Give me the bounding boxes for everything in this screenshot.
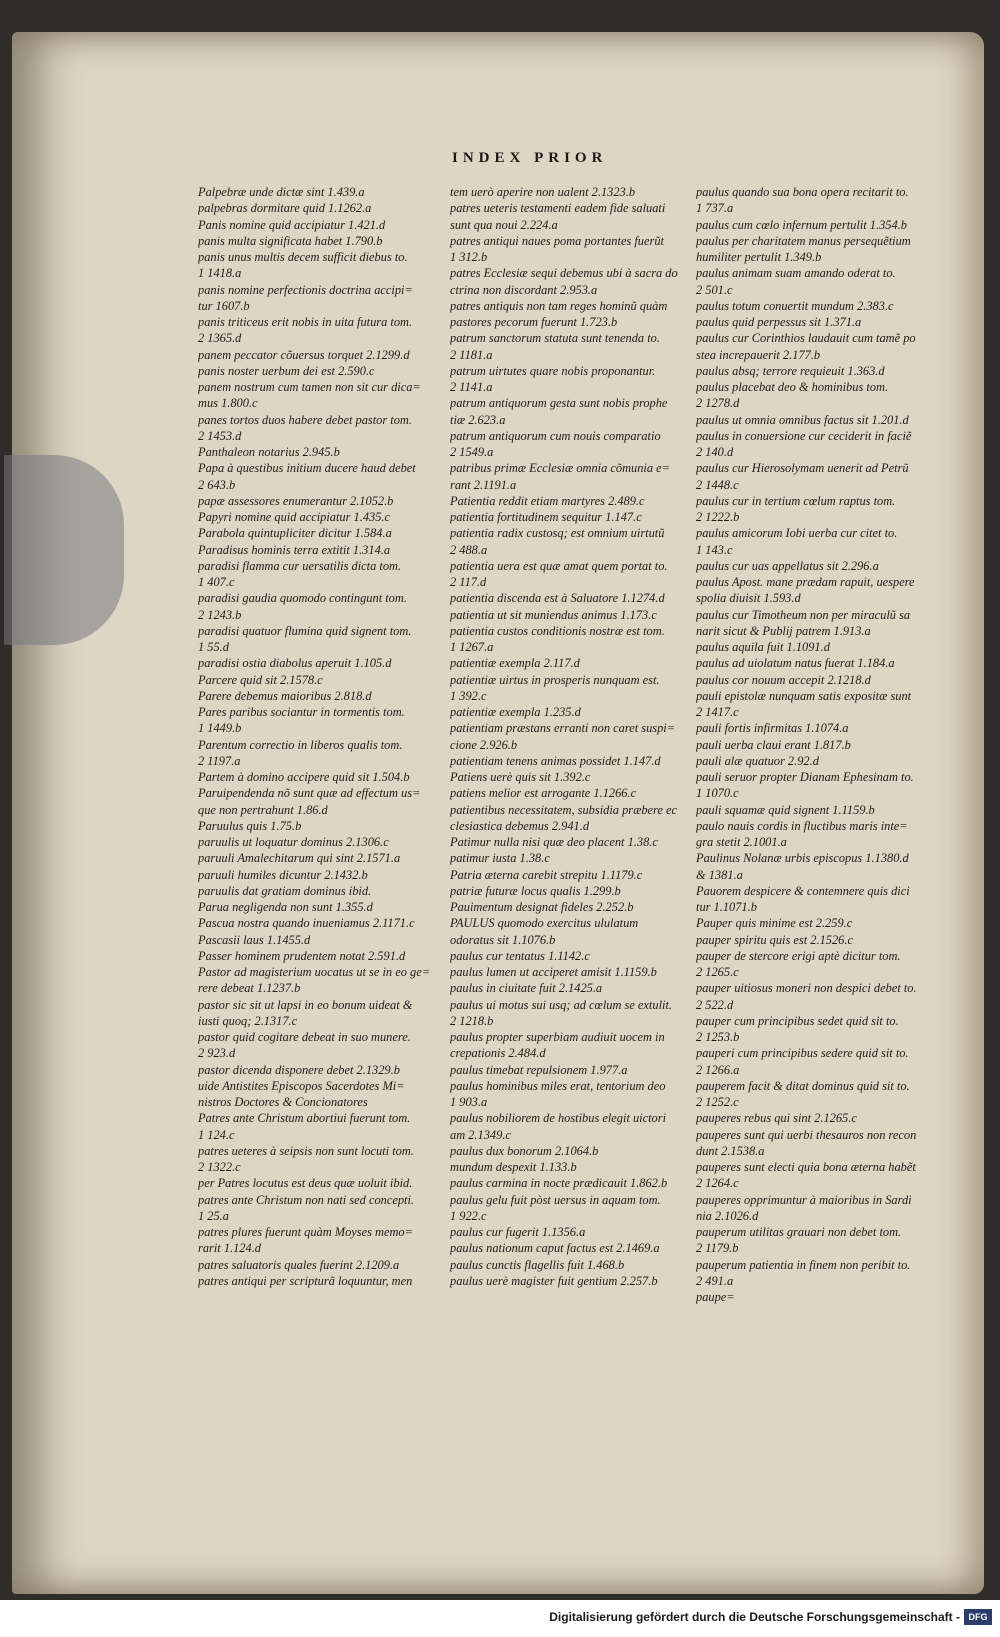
index-entry: patres ante Christum non nati sed concepti.: [198, 1192, 415, 1207]
index-entry: paulus animam suam amando oderat to.: [696, 266, 896, 281]
index-entry: 2 1549.a: [450, 445, 494, 459]
index-entry: Palpebræ unde dictæ sint 1.439.a: [198, 185, 365, 199]
page-clip: [4, 455, 124, 645]
index-entry: patribus primæ Ecclesiæ omnia cõmunia e=: [450, 461, 671, 476]
index-entry: narit sicut & Publij patrem 1.913.a: [696, 623, 871, 638]
index-entry: iusti quoq; 2.1317.c: [198, 1013, 298, 1028]
index-entry: pauli uerba claui erant 1.817.b: [696, 737, 851, 752]
index-entry: pauper spiritu quis est 2.1526.c: [696, 932, 853, 947]
index-entry: Papyri nomine quid accipiatur 1.435.c: [198, 510, 391, 524]
index-entry: stea increpauerit 2.177.b: [696, 347, 821, 362]
index-entry: paupe=: [696, 1290, 735, 1304]
index-entry: patientia custos conditionis nostræ est tom.: [450, 623, 665, 638]
index-entry: Pauorem despicere & contemnere quis dici: [696, 883, 910, 898]
index-entry: patres Ecclesiæ sequi debemus ubi à sacra do: [450, 266, 678, 281]
index-entry: patriæ futuræ locus qualis 1.299.b: [450, 883, 621, 898]
index-entry: nistros Doctores & Concionatores: [198, 1095, 368, 1109]
index-entry: 2 1278.d: [696, 396, 740, 411]
index-entry: panem peccator cõuersus torquet 2.1299.d: [198, 347, 410, 362]
index-entry: Partem à domino accipere quid sit 1.504.b: [198, 770, 410, 784]
index-entry: pauli squamæ quid signent 1.1159.b: [696, 802, 875, 817]
index-entry: patres plures fuerunt quàm Moyses memo=: [198, 1225, 413, 1239]
index-entry: paulus cur in tertium cœlum raptus tom.: [696, 493, 896, 508]
index-entry: sunt qua noui 2.224.a: [450, 217, 558, 232]
index-entry: pauperum patientia in finem non peribit to.: [696, 1257, 911, 1272]
index-entry: palpebras dormitare quid 1.1262.a: [198, 201, 372, 216]
index-entry: Pares paribus sociantur in tormentis tom.: [198, 705, 405, 719]
index-entry: rant 2.1191.a: [450, 477, 517, 492]
index-entry: pauperum utilitas grauari non debet tom.: [696, 1225, 902, 1239]
index-entry: ctrina non discordant 2.953.a: [450, 282, 598, 297]
index-entry: spolia diuisit 1.593.d: [696, 591, 801, 606]
index-entry: 1 392.c: [450, 688, 487, 703]
index-entry: que non pertrahunt 1.86.d: [198, 802, 328, 817]
index-entry: Panis nomine quid accipiatur 1.421.d: [198, 217, 386, 232]
index-entry: panis nomine perfectionis doctrina accipi=: [198, 282, 413, 297]
index-entry: paulus nobiliorem de hostibus elegit uictori: [450, 1111, 667, 1126]
index-entry: Parentum correctio in liberos qualis tom.: [198, 737, 403, 752]
index-entry: patres ueteres à seipsis non sunt locuti tom.: [198, 1143, 414, 1158]
index-entry: paruulis dat gratiam dominus ibid.: [198, 883, 372, 898]
index-entry: paradisi ostia diabolus aperuit 1.105.d: [198, 656, 392, 671]
index-column-3: [696, 184, 958, 1305]
index-entry: panis unus multis decem sufficit diebus to.: [198, 250, 408, 264]
page-header: INDEX PRIOR: [452, 150, 608, 166]
index-entry: Pascasii laus 1.1455.d: [198, 932, 311, 947]
index-entry: pauperi cum principibus sedere quid sit to.: [696, 1046, 909, 1061]
index-entry: paulus cur fugerit 1.1356.a: [450, 1225, 586, 1239]
index-entry: 2 1453.d: [198, 428, 242, 443]
index-entry: Passer hominem prudentem notat 2.591.d: [198, 948, 406, 963]
index-entry: panis multa significata habet 1.790.b: [198, 233, 383, 248]
index-entry: 2 1222.b: [696, 510, 740, 524]
index-entry: pauperem facit & ditat dominus quid sit to.: [696, 1078, 910, 1093]
index-entry: 2 488.a: [450, 542, 488, 557]
index-entry: patientia fortitudinem sequitur 1.147.c: [450, 510, 642, 524]
index-entry: panis noster uerbum dei est 2.590.c: [198, 363, 375, 378]
index-entry: & 1381.a: [696, 867, 743, 882]
index-entry: paulus propter superbiam audiuit uocem in: [450, 1030, 665, 1044]
index-entry: 1 737.a: [696, 201, 734, 216]
index-entry: 2 1141.a: [450, 380, 493, 394]
index-entry: patientiam tenens animas possidet 1.147.d: [450, 753, 661, 768]
index-entry: Papa à questibus initium ducere haud debet: [198, 461, 416, 476]
index-entry: patiens melior est arrogante 1.1266.c: [450, 786, 637, 801]
index-column-2: [450, 184, 712, 1289]
index-entry: pauper de stercore erigi aptè dicitur tom.: [696, 948, 901, 963]
index-entry: paulus lumen ut acciperet amisit 1.1159.b: [450, 965, 657, 979]
index-entry: pauperes rebus qui sint 2.1265.c: [696, 1111, 857, 1126]
index-entry: 2 522.d: [696, 997, 734, 1012]
index-entry: paruuli Amalechitarum qui sint 2.1571.a: [198, 851, 401, 866]
index-entry: Paruulus quis 1.75.b: [198, 818, 302, 833]
index-entry: panem nostrum cum tamen non sit cur dica=: [198, 380, 421, 394]
index-entry: patientia uera est quæ amat quem portat to.: [450, 558, 668, 573]
index-entry: 2 1197.a: [198, 753, 241, 768]
index-entry: 2 1218.b: [450, 1013, 494, 1028]
index-entry: paulus absq; terrore requieuit 1.363.d: [696, 363, 885, 378]
index-entry: nia 2.1026.d: [696, 1208, 759, 1223]
index-entry: paulus cunctis flagellis fuit 1.468.b: [450, 1257, 625, 1272]
index-entry: paulus per charitatem manus persequẽtium: [696, 233, 911, 248]
index-entry: per Patres locutus est deus quæ uoluit ibid.: [198, 1176, 413, 1191]
index-entry: Parabola quintupliciter dicitur 1.584.a: [198, 526, 392, 541]
index-entry: rarit 1.124.d: [198, 1241, 261, 1256]
index-entry: mus 1.800.c: [198, 396, 258, 411]
index-entry: paruuli humiles dicuntur 2.1432.b: [198, 867, 368, 882]
index-entry: paulus cur Timotheum non per miraculũ sa: [696, 607, 911, 622]
index-entry: paulus placebat deo & hominibus tom.: [696, 380, 889, 394]
index-entry: paulus cur uas appellatus sit 2.296.a: [696, 558, 879, 573]
index-entry: Parcere quid sit 2.1578.c: [198, 672, 323, 687]
index-entry: paulus cur Corinthios laudauit cum tamẽ po: [696, 331, 916, 346]
index-entry: patientiæ exempla 2.117.d: [450, 656, 580, 671]
index-entry: paulus nationum caput factus est 2.1469.a: [450, 1241, 660, 1256]
index-entry: gra stetit 2.1001.a: [696, 835, 787, 849]
index-entry: paulus cum cœlo infernum pertulit 1.354.b: [696, 217, 907, 232]
index-entry: paulus aquila fuit 1.1091.d: [696, 640, 830, 654]
index-entry: Patres ante Christum abortiui fuerunt tom.: [198, 1111, 411, 1126]
index-entry: pauli alæ quatuor 2.92.d: [696, 753, 819, 768]
index-entry: paulus quando sua bona opera recitarit to.: [696, 185, 909, 199]
index-entry: patres ueteris testamenti eadem fide saluati: [450, 201, 666, 216]
index-entry: paulus quid perpessus sit 1.371.a: [696, 315, 862, 329]
index-entry: paulus timebat repulsionem 1.977.a: [450, 1062, 628, 1077]
index-entry: paulus amicorum Iobi uerba cur citet to.: [696, 526, 898, 541]
index-entry: tiæ 2.623.a: [450, 412, 506, 427]
index-entry: patientibus necessitatem, subsidia præbere ec: [450, 802, 678, 817]
index-entry: 2 1252.c: [696, 1095, 739, 1109]
index-entry: crepationis 2.484.d: [450, 1046, 546, 1061]
footer-bar: [0, 1600, 1000, 1637]
index-entry: patrum antiquorum cum nouis comparatio: [450, 428, 661, 443]
index-entry: paulus uerè magister fuit gentium 2.257.b: [450, 1273, 658, 1288]
index-entry: paulus hominibus miles erat, tentorium deo: [450, 1078, 666, 1093]
index-entry: Pascua nostra quando inueniamus 2.1171.c: [198, 916, 415, 931]
index-entry: 2 1448.c: [696, 477, 739, 492]
index-entry: patientiæ exempla 1.235.d: [450, 705, 581, 719]
index-entry: 2 1417.c: [696, 705, 739, 719]
index-entry: am 2.1349.c: [450, 1127, 511, 1142]
index-entry: paulus totum conuertit mundum 2.383.c: [696, 298, 894, 313]
index-entry: patrum uirtutes quare nobis proponantur.: [450, 363, 656, 378]
index-entry: patientiam præstans erranti non caret suspi=: [450, 721, 676, 736]
index-entry: paruulis ut loquatur dominus 2.1306.c: [198, 835, 389, 849]
index-entry: patres saluatoris quales fuerint 2.1209.a: [198, 1257, 400, 1272]
index-entry: paulus cur tentatus 1.1142.c: [450, 948, 590, 963]
index-entry: paulus cur Hierosolymam uenerit ad Petrũ: [696, 461, 909, 476]
index-entry: 1 124.c: [198, 1127, 235, 1142]
index-entry: papæ assessores enumerantur 2.1052.b: [198, 493, 394, 508]
index-entry: pastor quid cogitare debeat in suo munere.: [198, 1030, 411, 1044]
index-entry: pastores pecorum fuerunt 1.723.b: [450, 315, 618, 329]
index-entry: 2 923.d: [198, 1046, 236, 1061]
index-column-1: [198, 184, 460, 1289]
index-entry: 2 1253.b: [696, 1030, 740, 1044]
index-entry: paulo nauis cordis in fluctibus maris inte=: [696, 818, 908, 833]
index-entry: Patientia reddit etiam martyres 2.489.c: [450, 493, 645, 508]
index-entry: patres antiqui per scripturã loquuntur, men: [198, 1273, 413, 1288]
index-entry: paulus cor nouum accepit 2.1218.d: [696, 672, 871, 687]
index-entry: cione 2.926.b: [450, 737, 518, 752]
index-entry: humiliter pertulit 1.349.b: [696, 250, 822, 264]
index-entry: Parua negligenda non sunt 1.355.d: [198, 900, 373, 914]
index-entry: pauperes sunt qui uerbi thesauros non recon: [696, 1127, 917, 1142]
index-entry: paulus ui motus sui usq; ad cœlum se extulit.: [450, 997, 672, 1012]
index-entry: PAULUS quomodo exercitus ululatum: [450, 916, 639, 931]
index-entry: pauper cum principibus sedet quid sit to.: [696, 1013, 899, 1028]
index-entry: paulus dux bonorum 2.1064.b: [450, 1143, 599, 1158]
index-entry: 1 1070.c: [696, 786, 739, 801]
index-entry: 1 407.c: [198, 575, 235, 589]
index-entry: clesiastica debemus 2.941.d: [450, 818, 590, 833]
index-entry: Paulinus Nolanæ urbis episcopus 1.1380.d: [696, 851, 909, 866]
index-entry: patientia ut sit muniendus animus 1.173.c: [450, 607, 657, 622]
index-entry: patrum antiquorum gesta sunt nobis prophe: [450, 396, 668, 411]
index-entry: 1 25.a: [198, 1208, 229, 1223]
index-entry: Pastor ad magisterium uocatus ut se in eo ge=: [198, 965, 431, 979]
index-entry: odoratus sit 1.1076.b: [450, 932, 556, 947]
index-entry: 1 1267.a: [450, 640, 494, 654]
index-entry: paulus gelu fuit pòst uersus in aquam tom.: [450, 1192, 661, 1207]
index-entry: Paradisus hominis terra extitit 1.314.a: [198, 542, 391, 557]
index-entry: patimur iusta 1.38.c: [450, 851, 550, 866]
index-entry: tur 1.1071.b: [696, 900, 757, 914]
index-entry: paulus in ciuitate fuit 2.1425.a: [450, 981, 603, 996]
index-entry: 2 140.d: [696, 445, 734, 459]
index-entry: Patria æterna carebit strepitu 1.1179.c: [450, 867, 643, 882]
index-entry: 2 491.a: [696, 1273, 734, 1288]
index-entry: rere debeat 1.1237.b: [198, 981, 301, 996]
index-entry: paradisi flamma cur uersatilis dicta tom.: [198, 558, 402, 573]
index-entry: pauperes opprimuntur à maioribus in Sardi: [696, 1192, 912, 1207]
index-entry: patrum sanctorum statuta sunt tenenda to.: [450, 331, 660, 346]
index-entry: pauper uitiosus moneri non despici debet to.: [696, 981, 917, 996]
index-entry: 2 1179.b: [696, 1241, 739, 1256]
index-entry: paradisi gaudia quomodo contingunt tom.: [198, 591, 407, 606]
index-entry: Parere debemus maioribus 2.818.d: [198, 688, 372, 703]
index-entry: 2 643.b: [198, 477, 236, 492]
index-entry: paradisi quatuor flumina quid signent tom.: [198, 623, 412, 638]
index-entry: 1 312.b: [450, 250, 488, 264]
index-entry: paulus Apost. mane prædam rapuit, uespere: [696, 575, 915, 589]
index-entry: dunt 2.1538.a: [696, 1143, 765, 1158]
index-entry: 2 1181.a: [450, 347, 493, 362]
index-entry: patientia radix custosq; est omnium uirtutũ: [450, 526, 665, 541]
index-entry: 2 1265.c: [696, 965, 739, 979]
dfg-logo: DFG: [964, 1609, 992, 1625]
index-entry: 1 922.c: [450, 1208, 487, 1223]
index-entry: panis triticeus erit nobis in uita futura tom.: [198, 315, 413, 329]
index-entry: 2 1266.a: [696, 1062, 740, 1077]
index-entry: 2 117.d: [450, 575, 487, 589]
index-entry: pastor sic sit ut lapsi in eo bonum uideat &: [198, 997, 413, 1012]
index-entry: paulus in conuersione cur ceciderit in faciẽ: [696, 428, 912, 443]
index-entry: pauli seruor propter Dianam Ephesinam to.: [696, 770, 914, 784]
index-entry: tur 1607.b: [198, 298, 250, 313]
index-entry: 2 1264.c: [696, 1176, 739, 1191]
index-entry: pastor dicenda disponere debet 2.1329.b: [198, 1062, 400, 1077]
index-entry: paulus carmina in nocte prædicauit 1.862.b: [450, 1176, 668, 1191]
index-entry: pauli epistolæ nunquam satis expositæ sunt: [696, 688, 912, 703]
index-entry: Pauper quis minime est 2.259.c: [696, 916, 853, 931]
index-entry: 2 501.c: [696, 282, 733, 297]
index-entry: 1 55.d: [198, 640, 229, 654]
index-entry: 2 1365.d: [198, 331, 242, 346]
index-entry: Patiens uerè quis sit 1.392.c: [450, 770, 591, 784]
footer-text: Digitalisierung gefördert durch die Deutsche Forschungsgemeinschaft -: [549, 1610, 960, 1624]
index-entry: paulus ad uiolatum natus fuerat 1.184.a: [696, 656, 895, 671]
index-entry: patres antiquis non tam reges hominũ quàm: [450, 298, 668, 313]
index-entry: 2 1243.b: [198, 607, 242, 622]
index-entry: 1 903.a: [450, 1095, 488, 1109]
index-entry: 1 1418.a: [198, 266, 242, 281]
index-entry: 2 1322.c: [198, 1160, 241, 1174]
index-entry: mundum despexit 1.133.b: [450, 1160, 577, 1174]
index-entry: uide Antistites Episcopos Sacerdotes Mi=: [198, 1078, 405, 1093]
index-entry: Panthaleon notarius 2.945.b: [198, 445, 340, 459]
index-entry: pauli fortis infirmitas 1.1074.a: [696, 721, 849, 736]
index-entry: patientia discenda est à Saluatore 1.1274.d: [450, 591, 665, 606]
index-entry: paulus ut omnia omnibus factus sit 1.201.d: [696, 412, 909, 427]
index-entry: patientiæ uirtus in prosperis nunquam est.: [450, 672, 660, 687]
index-entry: patres antiqui naues poma portantes fuerũt: [450, 233, 664, 248]
index-entry: pauperes sunt electi quia bona æterna habẽt: [696, 1160, 916, 1174]
index-entry: 1 1449.b: [198, 721, 242, 736]
index-entry: panes tortos duos habere debet pastor tom.: [198, 412, 412, 427]
index-entry: Pauimentum designat fideles 2.252.b: [450, 900, 634, 914]
index-entry: 1 143.c: [696, 542, 733, 557]
index-entry: tem uerò aperire non ualent 2.1323.b: [450, 185, 636, 199]
index-entry: Paruipendenda nõ sunt quæ ad effectum us=: [198, 786, 421, 801]
index-entry: Patimur nulla nisi quæ deo placent 1.38.c: [450, 835, 658, 849]
